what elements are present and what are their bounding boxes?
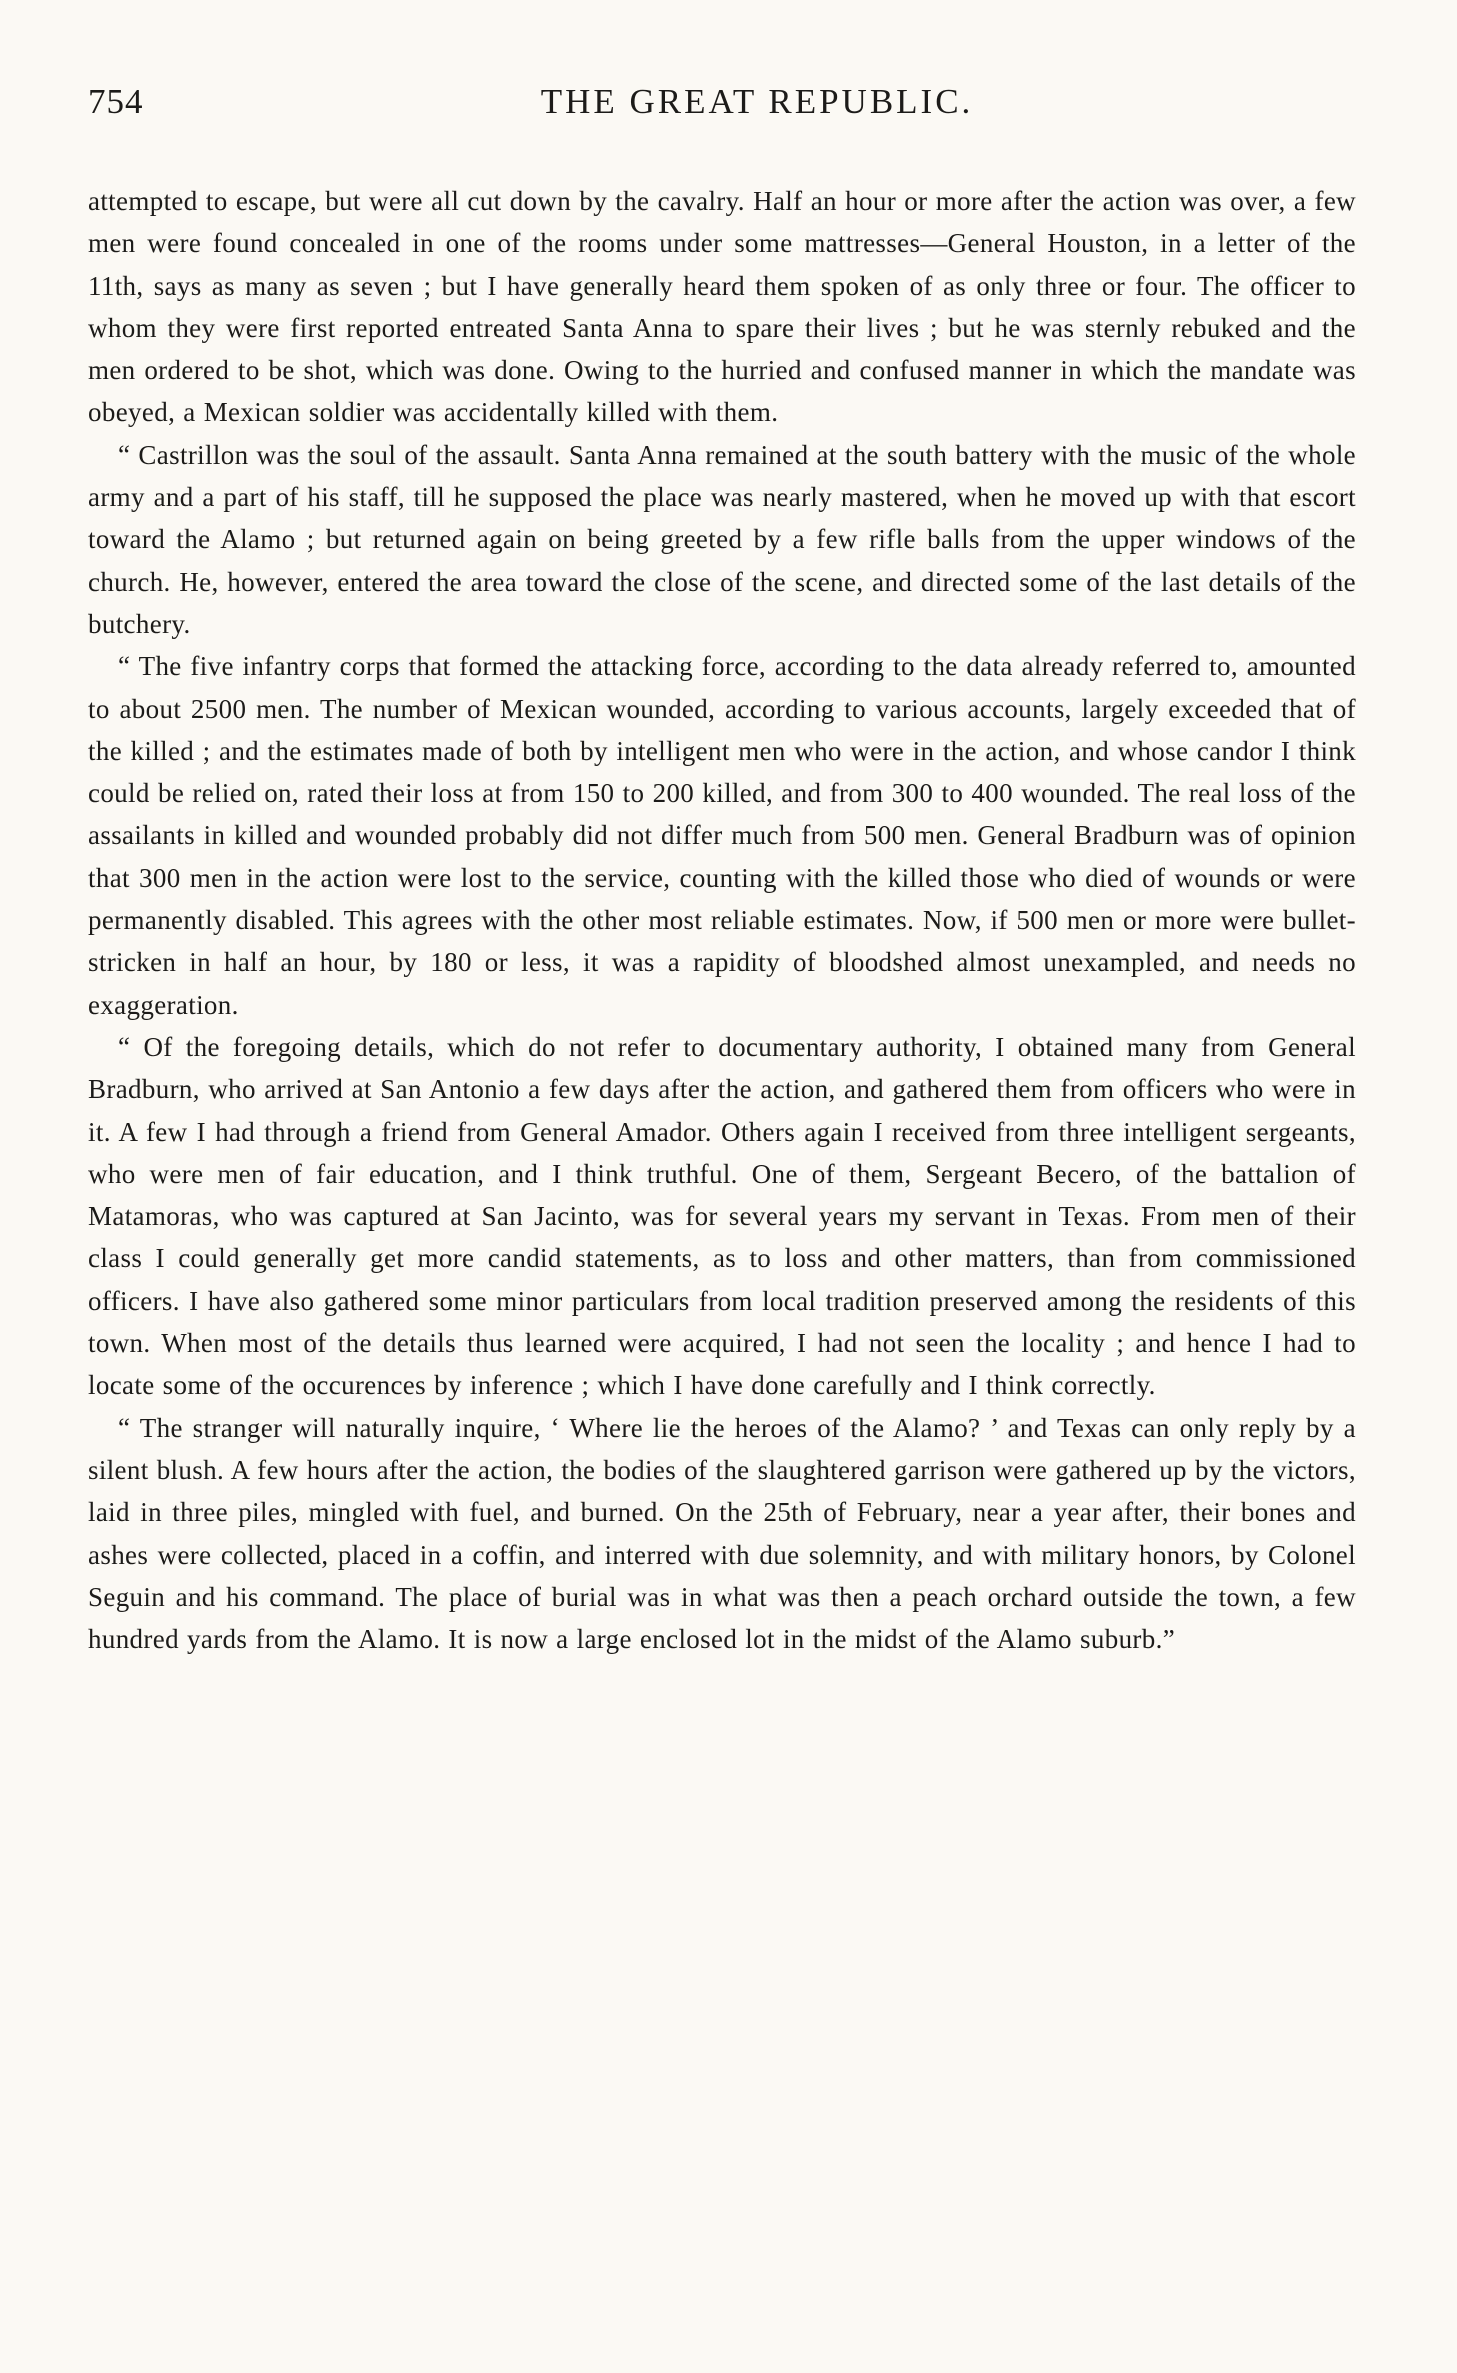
running-head [88,82,1356,142]
body-text [88,180,1356,1660]
paragraph-castrillon: “ Castrillon was the soul of the assault. Santa Anna remained at the south battery with the music of the whole army and a part of his staff, till he supposed the place was nearly mastered, when he moved up with that escort toward the Alamo ; but returned again on being greeted by a few rifle balls from the upper windows of the church. He, however, entered the area toward the close of the scene, and directed some of the last details of the butchery. [88,439,1356,639]
running-title: THE GREAT REPUBLIC. [540,82,974,121]
paragraph-infantry-losses: “ The five infantry corps that formed the attacking force, according to the data already referred to, amounted to about 2500 men. The number of Mexican wounded, according to various accounts, largely exceeded that of the killed ; and the estimates made of both by intelligent men who were in the action, and whose candor I think could be relied on, rated their loss at from 150 to 200 killed, and from 300 to 400 wounded. The real loss of the assailants in killed and wounded probably did not differ much from 500 men. General Bradburn was of opinion that 300 men in the action were lost to the service, counting with the killed those who died of wounds or were permanently disabled. This agrees with the other most reliable estimates. Now, if 500 men or more were bullet-stricken in half an hour, by 180 or less, it was a rapidity of bloodshed almost unexampled, and needs no exaggeration. [88,651,1356,1020]
paragraph-sources: “ Of the foregoing details, which do not refer to documentary authority, I obtained many from General Bradburn, who arrived at San Antonio a few days after the action, and gathered them from officers who were in it. A few I had through a friend from General Amador. Others again I received from three intelligent sergeants, who were men of fair education, and I think truthful. One of them, Sergeant Becero, of the battalion of Matamoras, who was captured at San Jacinto, was for several years my servant in Texas. From men of their class I could generally get more candid statements, as to loss and other matters, than from commissioned officers. I have also gathered some minor particulars from local tradition preserved among the residents of this town. When most of the details thus learned were acquired, I had not seen the locality ; and hence I had to locate some of the occurences by inference ; which I have done carefully and I think correctly. [88,1031,1356,1401]
paragraph-continuation: attempted to escape, but were all cut down by the cavalry. Half an hour or more after the action was over, a few men were found concealed in one of the rooms under some mattresses—General Houston, in a letter of the 11th, says as many as seven ; but I have generally heard them spoken of as only three or four. The officer to whom they were first reported entreated Santa Anna to spare their lives ; but he was sternly rebuked and the men ordered to be shot, which was done. Owing to the hurried and confused manner in which the mandate was obeyed, a Mexican soldier was accidentally killed with them. [88,186,1356,428]
book-page [88,82,1356,1660]
page-number: 754 [88,82,144,121]
paragraph-burial: “ The stranger will naturally inquire, ‘ Where lie the heroes of the Alamo? ’ and Texas can only reply by a silent blush. A few hours after the action, the bodies of the slaughtered garrison were gathered up by the victors, laid in three piles, mingled with fuel, and burned. On the 25th of February, near a year after, their bones and ashes were collected, placed in a coffin, and interred with due solemnity, and with military honors, by Colonel Seguin and his command. The place of burial was in what was then a peach orchard outside the town, a few hundred yards from the Alamo. It is now a large enclosed lot in the midst of the Alamo suburb.” [88,1412,1356,1655]
